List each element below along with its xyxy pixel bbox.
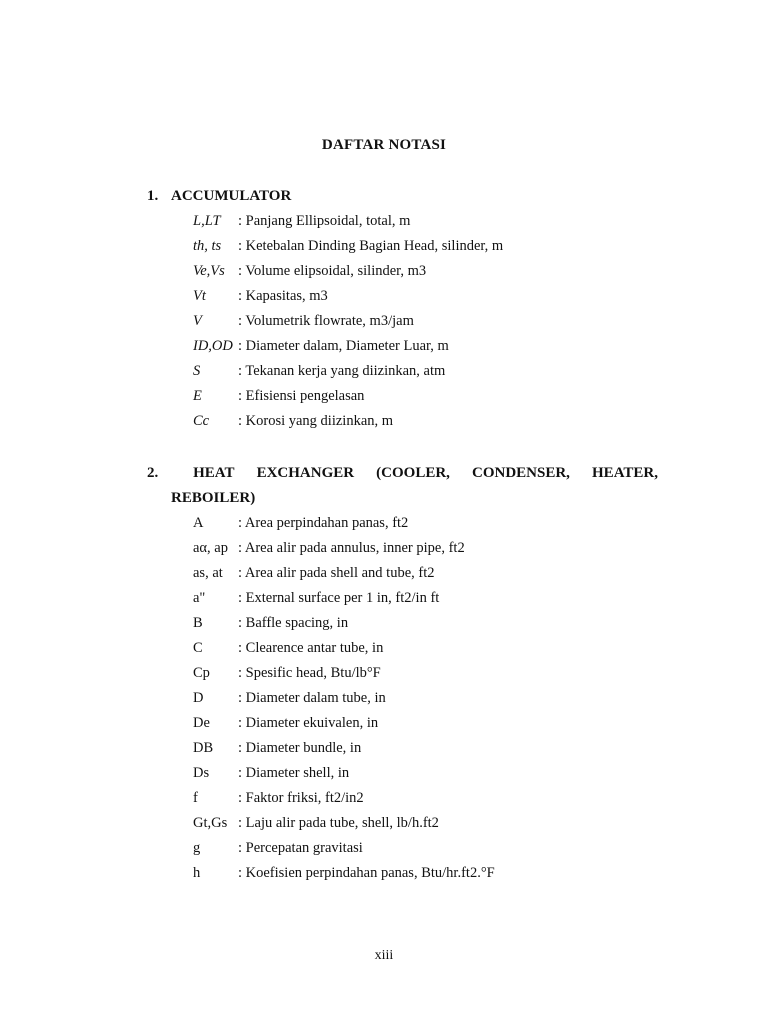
section-2-heading-word: HEAT bbox=[193, 465, 235, 481]
notation-row bbox=[193, 840, 495, 865]
notation-description: : Faktor friksi, ft2/in2 bbox=[238, 790, 364, 806]
notation-row bbox=[193, 740, 495, 765]
notation-symbol: D bbox=[193, 690, 204, 706]
notation-symbol: Ve,Vs bbox=[193, 263, 225, 279]
notation-row bbox=[193, 865, 495, 890]
notation-row bbox=[193, 615, 495, 640]
notation-description: : Volume elipsoidal, silinder, m3 bbox=[238, 263, 427, 279]
notation-symbol: ID,OD bbox=[193, 338, 233, 354]
section-2-heading bbox=[147, 465, 658, 482]
notation-symbol: S bbox=[193, 363, 201, 379]
notation-symbol: th, ts bbox=[193, 238, 222, 254]
notation-row bbox=[193, 715, 495, 740]
notation-symbol: De bbox=[193, 715, 210, 731]
notation-symbol: B bbox=[193, 615, 203, 631]
section-2-heading-word: (COOLER, bbox=[376, 465, 450, 481]
notation-symbol: V bbox=[193, 313, 202, 329]
notation-row bbox=[193, 213, 503, 238]
notation-description: : Diameter dalam, Diameter Luar, m bbox=[238, 338, 449, 354]
notation-description: : Diameter dalam tube, in bbox=[238, 690, 386, 706]
notation-description: : Area alir pada shell and tube, ft2 bbox=[238, 565, 435, 581]
notation-description: : Panjang Ellipsoidal, total, m bbox=[238, 213, 411, 229]
notation-symbol: g bbox=[193, 840, 201, 856]
notation-symbol: L,LT bbox=[193, 213, 221, 229]
notation-description: : Clearence antar tube, in bbox=[238, 640, 384, 656]
notation-row bbox=[193, 515, 495, 540]
notation-row bbox=[193, 765, 495, 790]
section-1-title: ACCUMULATOR bbox=[171, 188, 292, 204]
notation-description: : Percepatan gravitasi bbox=[238, 840, 363, 856]
notation-row bbox=[193, 590, 495, 615]
notation-description: : Baffle spacing, in bbox=[238, 615, 349, 631]
notation-row bbox=[193, 790, 495, 815]
notation-row bbox=[193, 338, 503, 363]
notation-symbol: f bbox=[193, 790, 198, 806]
notation-symbol: Cc bbox=[193, 413, 210, 429]
notation-symbol: aα, ap bbox=[193, 540, 228, 556]
notation-description: : Ketebalan Dinding Bagian Head, silinder, m bbox=[238, 238, 504, 254]
notation-row bbox=[193, 363, 503, 388]
notation-description: : Spesific head, Btu/lb°F bbox=[238, 665, 381, 681]
notation-symbol: h bbox=[193, 865, 201, 881]
notation-description: : External surface per 1 in, ft2/in ft bbox=[238, 590, 440, 606]
notation-row bbox=[193, 540, 495, 565]
section-1-heading bbox=[147, 188, 291, 205]
notation-row bbox=[193, 815, 495, 840]
notation-symbol: DB bbox=[193, 740, 214, 756]
notation-description: : Laju alir pada tube, shell, lb/h.ft2 bbox=[238, 815, 439, 831]
notation-description: : Korosi yang diizinkan, m bbox=[238, 413, 394, 429]
notation-description: : Kapasitas, m3 bbox=[238, 288, 328, 304]
notation-symbol: A bbox=[193, 515, 204, 531]
notation-description: : Efisiensi pengelasan bbox=[238, 388, 365, 404]
notation-symbol: Cp bbox=[193, 665, 210, 681]
page-title: DAFTAR NOTASI bbox=[321, 137, 447, 153]
notation-row bbox=[193, 565, 495, 590]
section-1-number: 1. bbox=[147, 188, 159, 204]
notation-row bbox=[193, 313, 503, 338]
notation-symbol: C bbox=[193, 640, 203, 656]
notation-description: : Diameter bundle, in bbox=[238, 740, 362, 756]
section-2-heading-word: EXCHANGER bbox=[256, 465, 355, 481]
notation-symbol: Ds bbox=[193, 765, 210, 781]
section-2-heading-word: HEATER, bbox=[592, 465, 658, 481]
section-2-number: 2. bbox=[147, 465, 159, 481]
section-1-notation-list bbox=[193, 213, 503, 438]
notation-row bbox=[193, 413, 503, 438]
notation-description: : Diameter shell, in bbox=[238, 765, 350, 781]
notation-row bbox=[193, 388, 503, 413]
notation-symbol: E bbox=[193, 388, 202, 404]
section-2-heading-word: CONDENSER, bbox=[472, 465, 570, 481]
section-2-notation-list bbox=[193, 515, 495, 890]
notation-symbol: Gt,Gs bbox=[193, 815, 228, 831]
notation-description: : Area alir pada annulus, inner pipe, ft2 bbox=[238, 540, 465, 556]
notation-symbol: Vt bbox=[193, 288, 206, 304]
notation-description: : Area perpindahan panas, ft2 bbox=[238, 515, 409, 531]
notation-row bbox=[193, 288, 503, 313]
notation-row bbox=[193, 640, 495, 665]
page-number: xiii bbox=[374, 948, 394, 963]
section-2-heading-continuation: REBOILER) bbox=[171, 490, 256, 506]
notation-symbol: a" bbox=[193, 590, 206, 606]
notation-row bbox=[193, 690, 495, 715]
notation-symbol: as, at bbox=[193, 565, 223, 581]
notation-description: : Tekanan kerja yang diizinkan, atm bbox=[238, 363, 446, 379]
notation-description: : Koefisien perpindahan panas, Btu/hr.ft2.°F bbox=[238, 865, 495, 881]
notation-description: : Diameter ekuivalen, in bbox=[238, 715, 379, 731]
notation-row bbox=[193, 263, 503, 288]
notation-description: : Volumetrik flowrate, m3/jam bbox=[238, 313, 414, 329]
notation-row bbox=[193, 238, 503, 263]
notation-row bbox=[193, 665, 495, 690]
